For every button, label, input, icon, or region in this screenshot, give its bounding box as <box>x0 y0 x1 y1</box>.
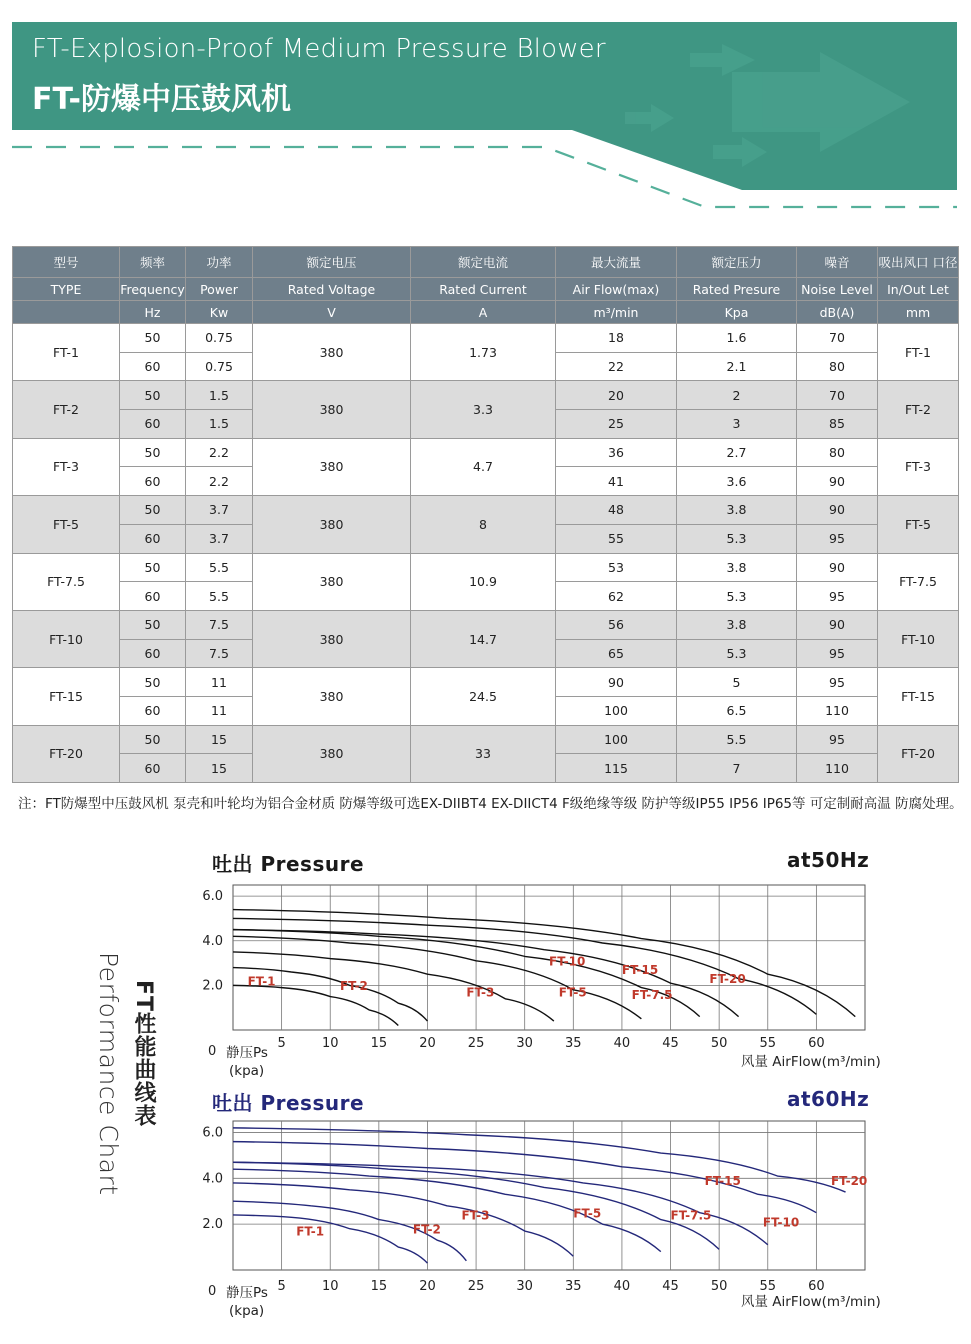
header-en-cell: Rated Presure <box>677 278 797 301</box>
frequency-cell: 60 <box>120 524 186 553</box>
power-cell: 3.7 <box>186 496 253 525</box>
chart-50hz-x-tick-label: 55 <box>759 1036 777 1051</box>
chart-50hz-series-label: FT-20 <box>709 972 746 987</box>
chart-50hz-subtitle: at50Hz <box>787 848 870 872</box>
pressure-cell: 3.8 <box>677 610 797 639</box>
inout-cell: FT-5 <box>878 496 959 553</box>
chart-50hz-title: 吐出 Pressure <box>212 852 365 876</box>
power-cell: 0.75 <box>186 352 253 381</box>
chart-50hz-series-label: FT-10 <box>549 954 586 969</box>
power-cell: 11 <box>186 696 253 725</box>
header-unit-cell: Hz <box>120 301 186 324</box>
header-en-cell: Rated Voltage <box>253 278 411 301</box>
voltage-cell: 380 <box>253 668 411 725</box>
power-cell: 1.5 <box>186 410 253 439</box>
frequency-cell: 50 <box>120 553 186 582</box>
pressure-cell: 1.6 <box>677 324 797 353</box>
airflow-cell: 25 <box>556 410 677 439</box>
frequency-cell: 60 <box>120 410 186 439</box>
chart-60hz-xlabel: 风量 AirFlow(m³/min) <box>741 1294 881 1310</box>
noise-cell: 90 <box>797 467 878 496</box>
frequency-cell: 50 <box>120 668 186 697</box>
header-en-cell: Rated Current <box>411 278 556 301</box>
chart-50hz-x-tick-label: 5 <box>277 1036 286 1051</box>
noise-cell: 80 <box>797 438 878 467</box>
voltage-cell: 380 <box>253 553 411 610</box>
header-cn-cell: 最大流量 <box>556 247 677 278</box>
chart-60hz-series-label: FT-1 <box>296 1224 325 1239</box>
noise-cell: 90 <box>797 610 878 639</box>
chart-60hz-y-zero-label: 0 <box>208 1284 217 1299</box>
chart-60hz-x-tick-label: 10 <box>321 1279 339 1294</box>
chart-60hz-y-tick-label: 4.0 <box>202 1171 223 1187</box>
airflow-cell: 62 <box>556 582 677 611</box>
chart-50hz-series-label: FT-7.5 <box>631 987 673 1002</box>
power-cell: 0.75 <box>186 324 253 353</box>
header-unit-cell: mm <box>878 301 959 324</box>
title-english: FT-Explosion-Proof Medium Pressure Blower <box>32 34 606 64</box>
chart-50hz-x-tick-label: 35 <box>565 1036 582 1051</box>
chart-50hz-series-label: FT-3 <box>466 985 495 1000</box>
inout-cell: FT-20 <box>878 725 959 782</box>
chart-60hz-series-label: FT-5 <box>573 1206 602 1221</box>
chart-60hz-title: 吐出 Pressure <box>212 1091 365 1115</box>
chart-50hz-x-tick-label: 50 <box>710 1036 728 1051</box>
current-cell: 1.73 <box>411 324 556 381</box>
chart-60hz-x-tick-label: 15 <box>370 1279 388 1294</box>
performance-chart-label-en: Performance Chart <box>94 952 123 1196</box>
chart-60hz-x-tick-label: 30 <box>516 1279 533 1294</box>
current-cell: 24.5 <box>411 668 556 725</box>
current-cell: 14.7 <box>411 610 556 667</box>
power-cell: 5.5 <box>186 553 253 582</box>
chart-60hz-x-tick-label: 5 <box>277 1279 286 1294</box>
header-en-cell: Frequency <box>120 278 186 301</box>
frequency-cell: 50 <box>120 381 186 410</box>
pressure-cell: 2 <box>677 381 797 410</box>
header-cn-cell: 额定压力 <box>677 247 797 278</box>
chart-60hz-x-tick-label: 40 <box>613 1279 631 1294</box>
airflow-cell: 56 <box>556 610 677 639</box>
chart-50hz-series-label: FT-1 <box>247 974 276 989</box>
type-cell: FT-7.5 <box>13 553 120 610</box>
chart-60hz-series-label: FT-20 <box>830 1174 868 1189</box>
power-cell: 2.2 <box>186 438 253 467</box>
frequency-cell: 60 <box>120 754 186 783</box>
chart-50hz-series-ft-20 <box>233 910 855 1017</box>
pressure-cell: 3.8 <box>677 553 797 582</box>
inout-cell: FT-2 <box>878 381 959 438</box>
chart-60hz-x-tick-label: 50 <box>710 1279 728 1294</box>
header-cn-cell: 吸出风口 口径 <box>878 247 959 278</box>
chart-60hz-ylabel: 静压Ps <box>226 1285 268 1301</box>
chart-60hz-x-tick-label: 55 <box>759 1279 777 1294</box>
chart-50hz-ylabel: 静压Ps <box>226 1045 268 1061</box>
chart-60hz-x-tick-label: 20 <box>419 1279 436 1294</box>
chart-60hz-y-tick-label: 6.0 <box>202 1125 223 1141</box>
frequency-cell: 50 <box>120 610 186 639</box>
noise-cell: 70 <box>797 324 878 353</box>
frequency-cell: 50 <box>120 438 186 467</box>
chart-50hz-x-tick-label: 15 <box>370 1036 388 1051</box>
chart-60hz-series-label: FT-2 <box>412 1222 441 1237</box>
frequency-cell: 50 <box>120 496 186 525</box>
pressure-cell: 5 <box>677 668 797 697</box>
header-unit-cell: A <box>411 301 556 324</box>
noise-cell: 70 <box>797 381 878 410</box>
header-unit-cell: Kpa <box>677 301 797 324</box>
chart-50hz-x-tick-label: 25 <box>467 1036 485 1051</box>
type-cell: FT-10 <box>13 610 120 667</box>
airflow-cell: 48 <box>556 496 677 525</box>
power-cell: 11 <box>186 668 253 697</box>
noise-cell: 95 <box>797 725 878 754</box>
chart-50hz-x-tick-label: 10 <box>321 1036 339 1051</box>
pressure-cell: 5.3 <box>677 524 797 553</box>
airflow-cell: 115 <box>556 754 677 783</box>
chart-60hz-x-tick-label: 60 <box>808 1279 825 1294</box>
chart-60hz-x-tick-label: 45 <box>662 1279 679 1294</box>
airflow-cell: 100 <box>556 696 677 725</box>
voltage-cell: 380 <box>253 381 411 438</box>
current-cell: 33 <box>411 725 556 782</box>
header-unit-cell: m³/min <box>556 301 677 324</box>
header-en-cell: TYPE <box>13 278 120 301</box>
chart-60hz-subtitle: at60Hz <box>787 1087 870 1111</box>
chart-50hz-y-tick-label: 4.0 <box>202 933 223 949</box>
current-cell: 3.3 <box>411 381 556 438</box>
frequency-cell: 60 <box>120 352 186 381</box>
type-cell: FT-3 <box>13 438 120 495</box>
frequency-cell: 60 <box>120 467 186 496</box>
inout-cell: FT-10 <box>878 610 959 667</box>
inout-cell: FT-7.5 <box>878 553 959 610</box>
noise-cell: 95 <box>797 524 878 553</box>
chart-50hz-y-tick-label: 2.0 <box>202 978 223 994</box>
chart-50hz-y-tick-label: 6.0 <box>202 889 223 905</box>
chart-50hz-series-ft-10 <box>233 930 739 1017</box>
chart-50hz-series-ft-3 <box>233 952 554 1021</box>
header-unit-cell: V <box>253 301 411 324</box>
pressure-cell: 2.7 <box>677 438 797 467</box>
noise-cell: 80 <box>797 352 878 381</box>
power-cell: 15 <box>186 725 253 754</box>
chart-60hz-series-ft-20 <box>233 1128 846 1192</box>
chart-60hz-x-tick-label: 35 <box>565 1279 582 1294</box>
noise-cell: 110 <box>797 696 878 725</box>
noise-cell: 110 <box>797 754 878 783</box>
chart-50hz-x-tick-label: 60 <box>808 1036 825 1051</box>
header-en-cell: Air Flow(max) <box>556 278 677 301</box>
type-cell: FT-20 <box>13 725 120 782</box>
pressure-cell: 7 <box>677 754 797 783</box>
airflow-cell: 100 <box>556 725 677 754</box>
frequency-cell: 60 <box>120 582 186 611</box>
power-cell: 7.5 <box>186 639 253 668</box>
chart-60hz-series-label: FT-15 <box>704 1174 741 1189</box>
chart-60hz-series-ft-3 <box>233 1183 573 1256</box>
pressure-cell: 2.1 <box>677 352 797 381</box>
type-cell: FT-1 <box>13 324 120 381</box>
chart-50hz-xlabel: 风量 AirFlow(m³/min) <box>741 1054 881 1070</box>
header-cn-cell: 频率 <box>120 247 186 278</box>
voltage-cell: 380 <box>253 438 411 495</box>
header-cn-cell: 型号 <box>13 247 120 278</box>
header-en-cell: Noise Level <box>797 278 878 301</box>
chart-50hz-series-label: FT-2 <box>339 978 368 993</box>
performance-chart-label-cn: FT性能曲线表 <box>131 980 156 1128</box>
airflow-cell: 41 <box>556 467 677 496</box>
frequency-cell: 50 <box>120 725 186 754</box>
chart-50hz-y-zero-label: 0 <box>208 1044 217 1059</box>
pressure-cell: 3.8 <box>677 496 797 525</box>
noise-cell: 95 <box>797 668 878 697</box>
chart-60hz-series-label: FT-10 <box>762 1215 800 1230</box>
header-en-cell: In/Out Let <box>878 278 959 301</box>
type-cell: FT-5 <box>13 496 120 553</box>
pressure-cell: 3 <box>677 410 797 439</box>
chart-50hz-x-tick-label: 20 <box>419 1036 436 1051</box>
pressure-cell: 5.3 <box>677 582 797 611</box>
noise-cell: 90 <box>797 496 878 525</box>
voltage-cell: 380 <box>253 725 411 782</box>
current-cell: 4.7 <box>411 438 556 495</box>
voltage-cell: 380 <box>253 610 411 667</box>
noise-cell: 90 <box>797 553 878 582</box>
pressure-cell: 5.3 <box>677 639 797 668</box>
voltage-cell: 380 <box>253 496 411 553</box>
noise-cell: 85 <box>797 410 878 439</box>
inout-cell: FT-15 <box>878 668 959 725</box>
airflow-cell: 65 <box>556 639 677 668</box>
power-cell: 2.2 <box>186 467 253 496</box>
type-cell: FT-2 <box>13 381 120 438</box>
frequency-cell: 60 <box>120 639 186 668</box>
power-cell: 5.5 <box>186 582 253 611</box>
header-unit-cell: dB(A) <box>797 301 878 324</box>
header-cn-cell: 额定电压 <box>253 247 411 278</box>
chart-60hz-series-label: FT-7.5 <box>670 1208 712 1223</box>
header-cn-cell: 功率 <box>186 247 253 278</box>
noise-cell: 95 <box>797 639 878 668</box>
power-cell: 3.7 <box>186 524 253 553</box>
airflow-cell: 90 <box>556 668 677 697</box>
airflow-cell: 36 <box>556 438 677 467</box>
current-cell: 10.9 <box>411 553 556 610</box>
frequency-cell: 60 <box>120 696 186 725</box>
chart-50hz-series-ft-5 <box>233 936 641 1019</box>
airflow-cell: 55 <box>556 524 677 553</box>
airflow-cell: 53 <box>556 553 677 582</box>
chart-50hz-x-tick-label: 40 <box>613 1036 631 1051</box>
chart-60hz-ylabel-unit: (kpa) <box>229 1303 265 1319</box>
header-cn-cell: 噪音 <box>797 247 878 278</box>
power-cell: 15 <box>186 754 253 783</box>
chart-50hz-x-tick-label: 45 <box>662 1036 679 1051</box>
header-unit-cell: Kw <box>186 301 253 324</box>
frequency-cell: 50 <box>120 324 186 353</box>
chart-50hz-x-tick-label: 30 <box>516 1036 533 1051</box>
chart-60hz-x-tick-label: 25 <box>467 1279 485 1294</box>
chart-60hz-y-tick-label: 2.0 <box>202 1217 223 1233</box>
power-cell: 1.5 <box>186 381 253 410</box>
airflow-cell: 22 <box>556 352 677 381</box>
noise-cell: 95 <box>797 582 878 611</box>
inout-cell: FT-3 <box>878 438 959 495</box>
inout-cell: FT-1 <box>878 324 959 381</box>
power-cell: 7.5 <box>186 610 253 639</box>
type-cell: FT-15 <box>13 668 120 725</box>
footnote: 注：FT防爆型中压鼓风机 泵壳和叶轮均为铝合金材质 防爆等级可选EX-DIIBT4 EX-DIICT4 F级绝缘等级 防护等级IP55 IP56 IP65等 可定制耐高温 防腐处理。 <box>18 796 963 812</box>
pressure-cell: 3.6 <box>677 467 797 496</box>
title-chinese: FT-防爆中压鼓风机 <box>32 82 291 117</box>
pressure-cell: 5.5 <box>677 725 797 754</box>
chart-60hz-series-label: FT-3 <box>461 1208 490 1223</box>
voltage-cell: 380 <box>253 324 411 381</box>
header-cn-cell: 额定电流 <box>411 247 556 278</box>
current-cell: 8 <box>411 496 556 553</box>
pressure-cell: 6.5 <box>677 696 797 725</box>
chart-50hz-ylabel-unit: (kpa) <box>229 1063 265 1079</box>
airflow-cell: 20 <box>556 381 677 410</box>
header-en-cell: Power <box>186 278 253 301</box>
chart-50hz-series-label: FT-5 <box>558 985 587 1000</box>
airflow-cell: 18 <box>556 324 677 353</box>
chart-50hz-series-label: FT-15 <box>621 963 659 978</box>
